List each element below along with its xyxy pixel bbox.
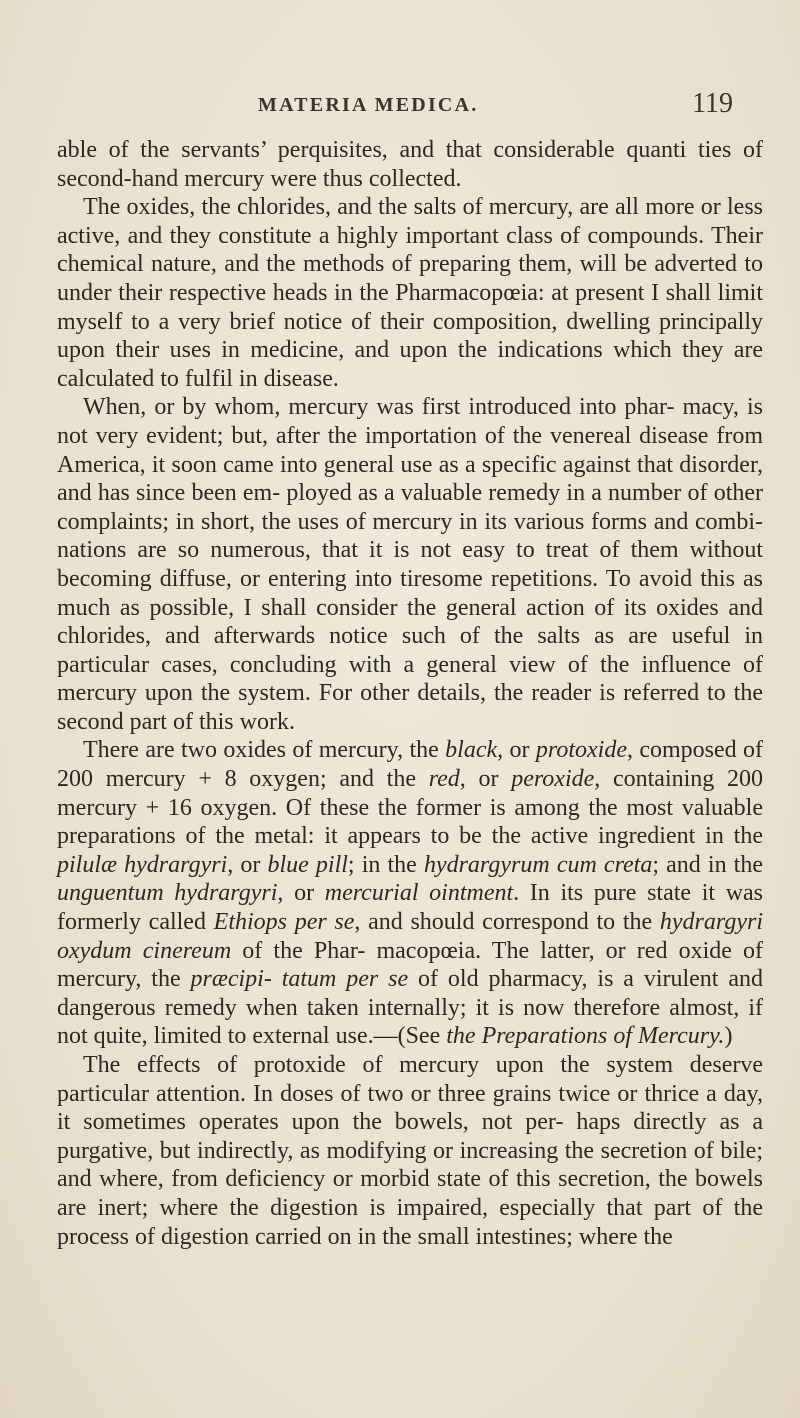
italic-run: peroxide: [511, 766, 595, 793]
text-run: ; and in the: [652, 851, 764, 878]
text-run: ; in the: [347, 851, 424, 878]
text-run: , composed of 200 mercury + 8 oxygen; and the: [57, 737, 763, 793]
running-title: MATERIA MEDICA.: [258, 94, 479, 116]
text-run: , containing 200 mercury + 16 oxygen. Of these the former is among the most valuable preparations of the metal: it appears to be the active ingredient in the: [57, 766, 763, 850]
italic-run: pilulæ hydrargyri: [57, 851, 228, 878]
italic-run: præcipi- tatum per se: [190, 966, 409, 993]
text-run: There are two oxides of mercury, the: [83, 737, 446, 764]
italic-run: black: [445, 737, 498, 764]
paragraph-2: [57, 193, 763, 393]
text-run: The effects of protoxide of mercury upon the system deserve particular attention. In doses of two or three grains twice or thrice a day, it sometimes operates upon the bowels, not per- haps directly as a purgative, but indirectly, as modifying or increasing the secretion of bile; and where, from deficiency or morbid state of this secretion, the bowels are inert; where the digestion is impaired, especially that part of the process of digestion carried on in the small intestines; where the: [57, 1052, 763, 1250]
italic-run: the Preparations of Mercury.: [446, 1023, 725, 1050]
italic-run: hydrargyrum cum creta: [423, 851, 653, 878]
text-run: of old pharmacy, is a virulent and dangerous remedy when taken internally; it is now therefore almost, if not quite, limited to external use.—(See: [57, 966, 764, 1050]
text-run: , or: [497, 737, 536, 764]
text-run: When, or by whom, mercury was first introduced into phar- macy, is not very evident; but, after the importation of the venereal disease from America, it soon came into general use as a specific against that disorder, and has since been em- ployed as a valuable remedy in a number of other complaints; in short, the uses of mercury in its various forms and combi- nations are so numerous, that it is not easy to treat of them without becoming diffuse, or entering into tiresome repetitions. To avoid this as much as possible, I shall consider the general action of its oxides and chlorides, and afterwards notice such of the salts as are useful in particular cases, concluding with a general view of the influence of mercury upon the system. For other details, the reader is referred to the second part of this work.: [57, 394, 763, 735]
italic-run: Ethiops per se: [213, 909, 355, 936]
paragraph-4: [57, 736, 763, 1051]
body-text: [57, 136, 763, 1251]
text-run: of the Phar- macopœia. The latter, or red oxide of mercury, the: [57, 937, 764, 993]
paragraph-5: [57, 1051, 763, 1251]
italic-run: hydrargyri oxydum cinereum: [57, 909, 764, 964]
text-run: . In its pure state it was formerly called: [57, 880, 764, 936]
text-run: , or: [459, 766, 512, 793]
running-head: [0, 88, 800, 128]
paragraph-3: [57, 393, 763, 736]
italic-run: unguentum hydrargyri: [57, 880, 278, 907]
text-run: ): [724, 1023, 733, 1050]
italic-run: red: [428, 766, 460, 793]
text-run: , and should correspond to the: [354, 909, 660, 936]
italic-run: protoxide: [535, 737, 627, 764]
text-run: The oxides, the chlorides, and the salts of mercury, are all more or less active, and they constitute a highly important class of compounds. Their chemical nature, and the methods of preparing them, will be adverted to under their respective heads in the Pharmacopœia: at present I shall limit myself to a very brief notice of their composition, dwelling principally upon their uses in medicine, and upon the indications which they are calculated to fulfil in disease.: [57, 194, 763, 392]
text-run: , or: [277, 880, 325, 907]
paragraph-1: [57, 136, 763, 193]
text-run: able of the servants’ perquisites, and that considerable quanti ties of second-hand mercury were thus collected.: [57, 137, 763, 192]
page-number: 119: [692, 88, 733, 119]
italic-run: mercurial ointment: [324, 880, 514, 907]
italic-run: blue pill: [267, 851, 348, 878]
text-run: , or: [227, 851, 268, 878]
